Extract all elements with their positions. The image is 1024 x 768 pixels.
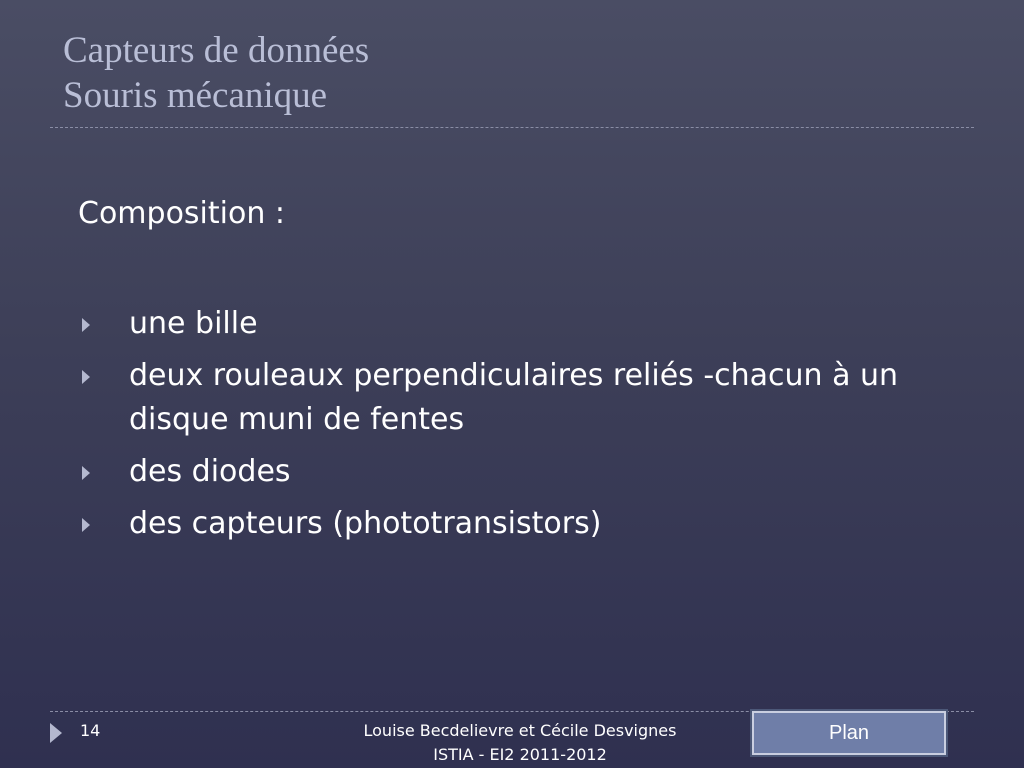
bullet-item <box>78 450 958 494</box>
triangle-bullet-icon <box>82 370 90 384</box>
bullet-text: une bille <box>129 306 258 341</box>
next-arrow-icon[interactable] <box>50 723 62 743</box>
footer-credits <box>340 719 700 767</box>
bullet-item <box>78 302 958 346</box>
bullet-text: des diodes <box>129 454 291 489</box>
slide-title <box>63 28 963 118</box>
plan-button[interactable] <box>752 711 946 755</box>
slide-title-line-1: Capteurs de données <box>63 30 370 71</box>
section-heading: Composition : <box>78 196 285 231</box>
bullet-text: des capteurs (phototransistors) <box>129 506 602 541</box>
bullet-item <box>78 502 958 546</box>
title-divider <box>50 127 974 128</box>
bullet-item <box>78 354 958 442</box>
triangle-bullet-icon <box>82 318 90 332</box>
footer-course: ISTIA - EI2 2011-2012 <box>433 745 607 764</box>
triangle-bullet-icon <box>82 466 90 480</box>
page-number: 14 <box>80 721 101 740</box>
slide-title-line-2: Souris mécanique <box>63 75 328 116</box>
footer-authors: Louise Becdelievre et Cécile Desvignes <box>363 721 677 740</box>
bullet-text: deux rouleaux perpendiculaires reliés -chacun à un disque muni de fentes <box>129 358 899 437</box>
bullet-list <box>78 302 958 554</box>
triangle-bullet-icon <box>82 518 90 532</box>
plan-button-label: Plan <box>828 721 870 744</box>
